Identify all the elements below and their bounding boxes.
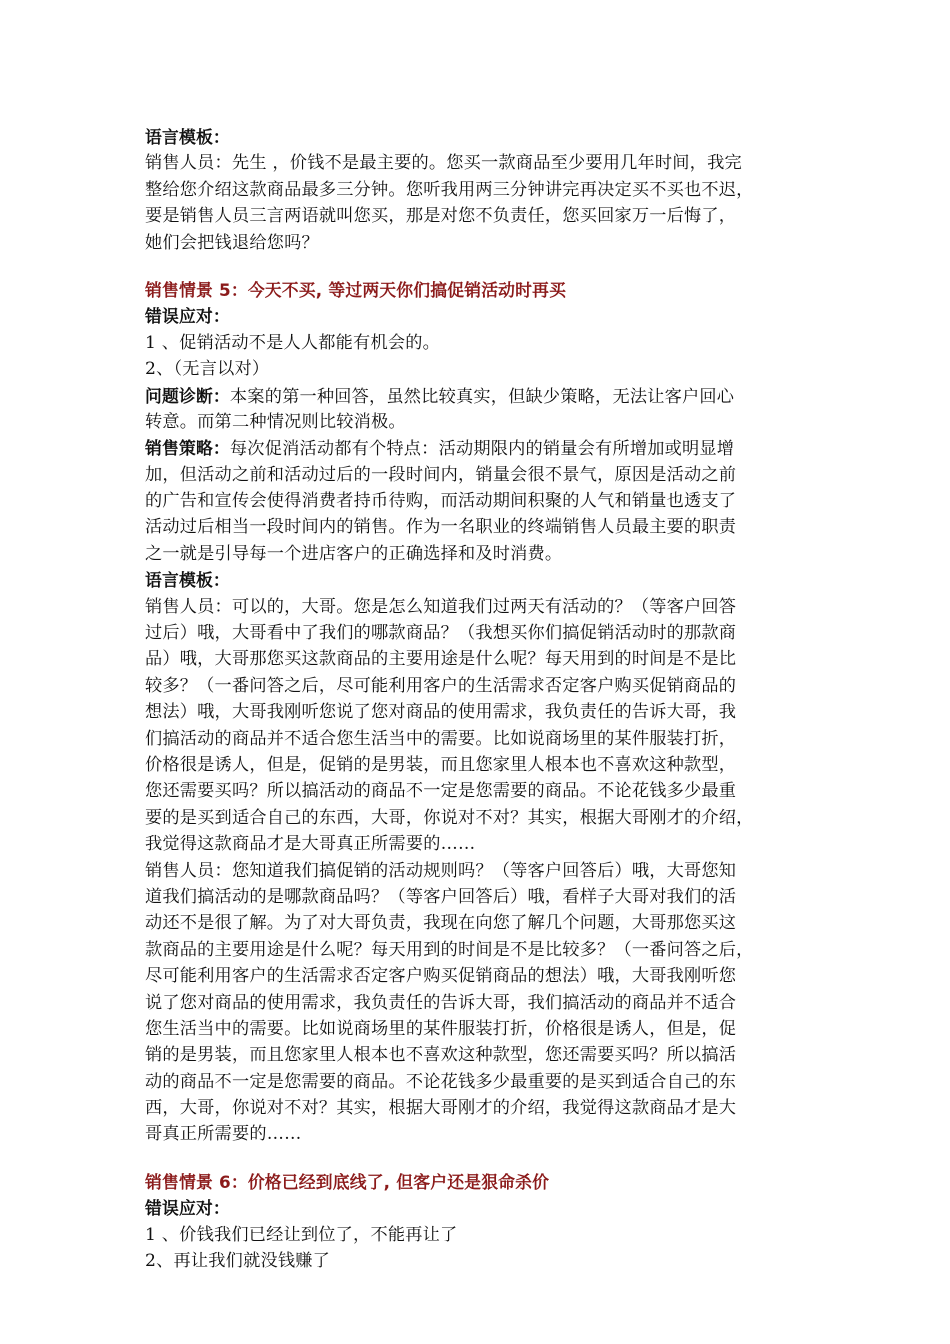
paragraph-line: 说了您对商品的使用需求，我负责任的告诉大哥，我们搞活动的商品并不适合 [145,992,737,1013]
paragraph-line: 们搞活动的商品并不适合您生活当中的需要。比如说商场里的某件服装打折， [145,728,737,749]
paragraph-line: 尽可能利用客户的生活需求否定客户购买促销商品的想法）哦，大哥我刚听您 [145,966,737,987]
paragraph-line: 品）哦，大哥那您买这款商品的主要用途是什么呢？每天用到的时间是不是比 [145,649,737,670]
section-label-language-template: 语言模板： [145,127,230,147]
paragraph-line: 整给您介绍这款商品最多三分钟。您听我用两三分钟讲完再决定买不买也不迟， [145,179,754,200]
paragraph-line: 她们会把钱退给您吗？ [145,232,319,253]
paragraph-line: 过后）哦，大哥看中了我们的哪款商品？（我想买你们搞促销活动时的那款商 [145,623,737,644]
paragraph-line: 要是销售人员三言两语就叫您买，那是对您不负责任，您买回家万一后悔了， [145,206,737,227]
paragraph-line: 我觉得这款商品才是大哥真正所需要的…… [145,834,476,855]
paragraph-line: 想法）哦，大哥我刚听您说了您对商品的使用需求，我负责任的告诉大哥，我 [145,702,737,723]
strategy-text: 每次促消活动都有个特点：活动期限内的销量会有所增加或明显增 [229,439,735,460]
paragraph-line: 销售人员：可以的，大哥。您是怎么知道我们过两天有活动的？（等客户回答 [145,596,737,617]
paragraph-line: 哥真正所需要的…… [145,1124,302,1145]
scenario-5-heading: 销售情景 5：今天不买, 等过两天你们搞促销活动时再买 [145,279,567,300]
document-page [145,124,815,1274]
list-item: 2、（无言以对） [145,359,270,380]
section-label-strategy: 销售策略： [145,438,230,459]
paragraph-line: 较多？（一番问答之后，尽可能利用客户的生活需求否定客户购买促销商品的 [145,675,737,696]
section-label-wrong-response: 错误应对： [145,306,230,327]
diagnosis-text: 本案的第一种回答，虽然比较真实，但缺少策略，无法让客户回心 [229,386,735,407]
paragraph-line: 动的商品不一定是您需要的商品。不论花钱多少最重要的是买到适合自己的东 [145,1071,737,1092]
paragraph-line: 价格很是诱人，但是，促销的是男装，而且您家里人根本也不喜欢这种款型， [145,754,737,775]
list-item: 1 、促销活动不是人人都能有机会的。 [145,332,441,353]
list-item: 1 、价钱我们已经让到位了，不能再让了 [145,1224,458,1245]
paragraph-line: 转意。而第二种情况则比较消极。 [145,411,406,432]
section-label-wrong-response: 错误应对： [145,1198,230,1219]
scenario-6-heading: 销售情景 6：价格已经到底线了, 但客户还是狠命杀价 [145,1171,550,1192]
paragraph-line: 动还不是很了解。为了对大哥负责，我现在向您了解几个问题，大哥那您买这 [145,913,737,934]
section-label-language-template: 语言模板： [145,570,230,591]
section-spacer [145,256,815,277]
paragraph-line: 西，大哥，你说对不对？其实，根据大哥刚才的介绍，我觉得这款商品才是大 [145,1098,737,1119]
paragraph-line: 您生活当中的需要。比如说商场里的某件服装打折，价格很是诱人，但是，促 [145,1018,737,1039]
paragraph-line: 道我们搞活动的是哪款商品吗？（等客户回答后）哦，看样子大哥对我们的活 [145,886,737,907]
section-label-diagnosis: 问题诊断： [145,385,230,406]
paragraph-line: 的广告和宣传会使得消费者持币待购，而活动期间积聚的人气和销量也透支了 [145,491,737,512]
paragraph-line: 销售人员：先生 ，价钱不是最主要的。您买一款商品至少要用几年时间，我完 [145,153,742,174]
section-spacer [145,1148,815,1169]
paragraph-line: 销售人员：您知道我们搞促销的活动规则吗？（等客户回答后）哦，大哥您知 [145,860,737,881]
diagnosis-line [145,383,815,409]
paragraph-line: 活动过后相当一段时间内的销售。作为一名职业的终端销售人员最主要的职责 [145,517,737,538]
strategy-line [145,435,815,461]
paragraph-line: 要的是买到适合自己的东西，大哥，你说对不对？其实，根据大哥刚才的介绍， [145,807,754,828]
paragraph-line: 之一就是引导每一个进店客户的正确选择和及时消费。 [145,543,563,564]
paragraph-line: 您还需要买吗？所以搞活动的商品不一定是您需要的商品。不论花钱多少最重 [145,781,737,802]
paragraph-line: 销的是男装，而且您家里人根本也不喜欢这种款型，您还需要买吗？所以搞活 [145,1045,737,1066]
paragraph-line: 款商品的主要用途是什么呢？每天用到的时间是不是比较多？（一番问答之后， [145,939,754,960]
paragraph-line: 加，但活动之前和活动过后的一段时间内，销量会很不景气，原因是活动之前 [145,464,737,485]
list-item: 2、再让我们就没钱赚了 [145,1251,331,1272]
